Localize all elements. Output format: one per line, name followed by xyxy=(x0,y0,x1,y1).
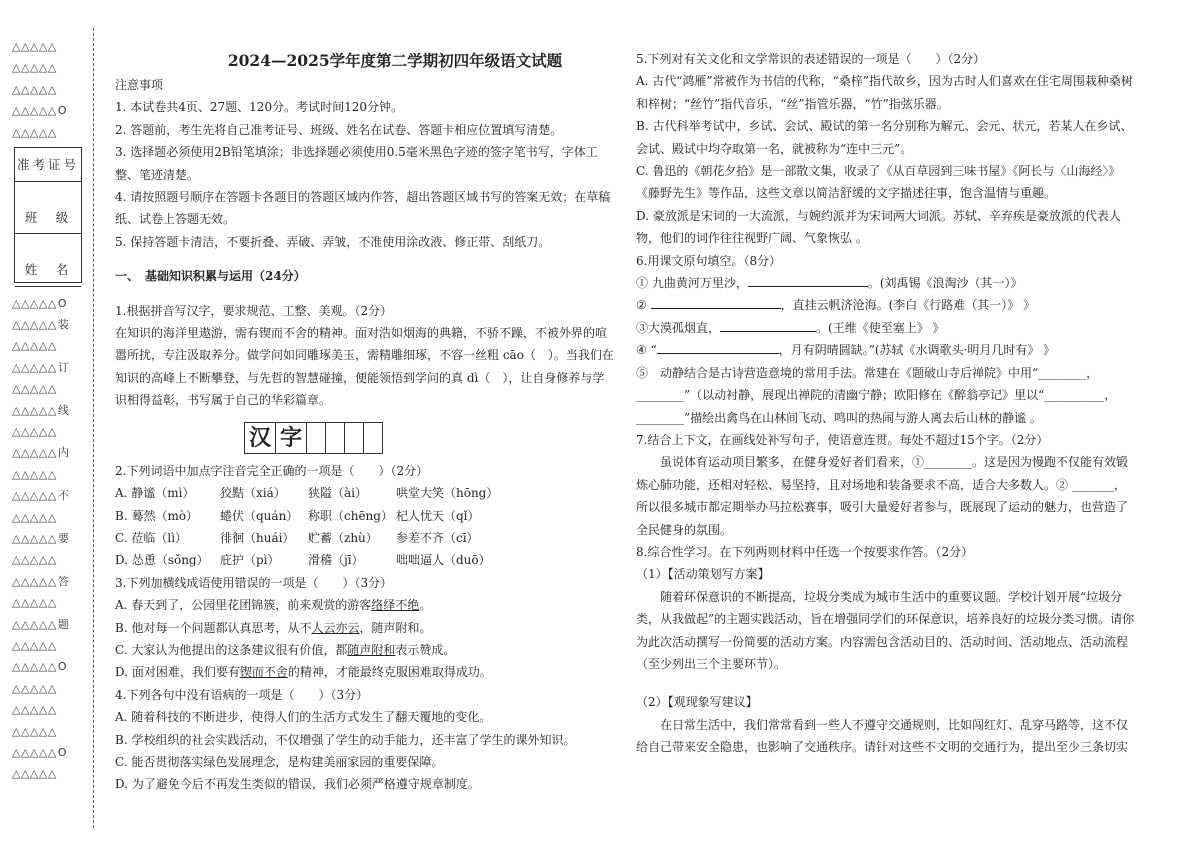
q2-option-item: 贮蓄（zhù） xyxy=(308,530,378,545)
q2-options xyxy=(115,482,615,572)
option-text: C. 大家认为他提出的这条建议很有价值，都 xyxy=(115,642,348,657)
triangle-marks: △△△△△ xyxy=(12,61,57,75)
q2-option-item: 狡黠（xiá） xyxy=(220,486,286,501)
margin-mark: 线 xyxy=(57,403,70,417)
margin-row xyxy=(12,464,90,485)
triangle-marks: △△△△△ xyxy=(12,574,57,588)
q1-heading: 1.根据拼音写汉字，要求规范、工整、美观。（2分） xyxy=(115,303,393,318)
margin-mark: 要 xyxy=(57,531,70,545)
option-text: B. 他对每一个问题都认真思考，从不 xyxy=(115,620,312,635)
name-label: 姓 名 xyxy=(15,253,81,287)
q2-option-row xyxy=(115,549,615,571)
margin-mark: O xyxy=(57,104,67,118)
item-prefix: ④ “ xyxy=(636,343,657,358)
item-suffix: 。(刘禹锡《浪淘沙（其一）》 xyxy=(867,276,1023,291)
margin-row xyxy=(12,400,90,421)
q8-2-passage: 在日常生活中，我们常常看到一些人不遵守交通规则，比如闯红灯、乱穿马路等，这不仅给自己带来安全隐患，也影响了交通秩序。请针对这些不文明的交通行为，提出至少三条切实 xyxy=(636,717,1129,755)
margin-row xyxy=(12,100,90,121)
notice-1: 1. 本试卷共4页、27题、120分。考试时间120分钟。 xyxy=(115,100,403,115)
q2-option-item: A. 静谧（mì） xyxy=(115,486,195,501)
left-column xyxy=(115,48,615,796)
margin-row xyxy=(12,314,90,335)
triangle-marks: △△△△△ xyxy=(12,382,57,396)
q6-item xyxy=(636,294,1136,316)
class-label: 班 级 xyxy=(15,201,81,235)
option-text: 。 xyxy=(419,598,432,613)
margin-mark: O xyxy=(57,745,67,759)
item-prefix: ③大漠孤烟直， xyxy=(636,320,721,335)
q4-option-b: B. 学校组织的社会实践活动，不仅增强了学生的动手能力，还丰富了学生的课外知识。 xyxy=(115,732,576,747)
answer-blank[interactable] xyxy=(651,294,781,309)
q3-option xyxy=(115,594,615,616)
q4-option-a: A. 随着科技的不断进步，使得人们的生活方式发生了翻天覆地的变化。 xyxy=(115,710,492,725)
q2-option-row xyxy=(115,482,615,504)
q5-option-a: A. 古代“鸿雁”常被作为书信的代称，“桑梓”指代故乡，因为古时人们喜欢在住宅周围栽种桑树和梓树；“丝竹”指代音乐，“丝”指管乐器，“竹”指弦乐器。 xyxy=(636,74,1133,111)
margin-row xyxy=(12,36,90,57)
q4-heading: 4.下列各句中没有语病的一项是（ ）（3分） xyxy=(115,687,369,702)
margin-row xyxy=(12,592,90,613)
answer-blank[interactable] xyxy=(720,317,816,332)
q2-option-item: 咄咄逼人（duō） xyxy=(396,553,491,568)
underlined-idiom: 人云亦云 xyxy=(311,620,360,635)
answer-blank[interactable] xyxy=(748,272,868,287)
grid-cell[interactable] xyxy=(306,422,326,454)
q2-option-item: 称职（chēng） xyxy=(308,508,393,523)
underlined-idiom: 锲而不舍 xyxy=(239,665,288,680)
margin-row xyxy=(12,335,90,356)
q6-heading: 6.用课文原句填空。（8分） xyxy=(636,253,782,268)
right-column xyxy=(636,48,1136,759)
triangle-marks: △△△△△ xyxy=(12,339,57,353)
q6-item-5: ⑤ 动静结合是古诗营造意境的常用手法。常建在《题破山寺后禅院》中用“________，________”（以动衬静，展现出禅院的清幽宁静；欧阳修在《醉翁亭记》里以“__________，________”描绘出禽鸟在山林间飞动、鸣叫的热闹与游人离去后山林的静谧 。 xyxy=(636,365,1117,425)
triangle-marks: △△△△△ xyxy=(12,553,57,567)
triangle-marks: △△△△△ xyxy=(12,489,57,503)
option-text: A. 春天到了，公园里花团锦簇，前来观赏的游客 xyxy=(115,598,372,613)
item-suffix: 。(王维《使至塞上》 》 xyxy=(816,320,945,335)
triangle-marks: △△△△△ xyxy=(12,467,57,481)
q2-option-item: 蜷伏（quán） xyxy=(220,508,299,523)
triangle-marks: △△△△△ xyxy=(12,660,57,674)
item-prefix: ① 九曲黄河万里沙， xyxy=(636,276,748,291)
exam-number-label: 准考证号 xyxy=(15,148,81,182)
q2-option-item: D. 怂恿（sǒng） xyxy=(115,553,209,568)
grid-cell[interactable] xyxy=(363,422,383,454)
margin-row xyxy=(12,721,90,742)
triangle-marks: △△△△△ xyxy=(12,617,57,631)
q2-option-item: C. 莅临（lì） xyxy=(115,530,188,545)
q5-option-b: B. 古代科举考试中，乡试、会试、殿试的第一名分别称为解元、会元、状元，若某人在乡试、会试、殿试中均夺取第一名，就被称为“连中三元”。 xyxy=(636,119,1133,156)
page-title: 2024—2025学年度第二学期初四年级语文试题 xyxy=(227,51,563,70)
grid-cell[interactable] xyxy=(344,422,364,454)
margin-row xyxy=(12,742,90,763)
q5-heading: 5.下列对有关文化和文学常识的表述错误的一项是（ ）（2分） xyxy=(636,52,986,66)
grid-cell: 汉 xyxy=(244,422,276,454)
q3-option xyxy=(115,617,615,639)
option-text: 表示赞成。 xyxy=(395,642,456,657)
q2-option-item: 哄堂大笑（hōng） xyxy=(396,486,499,501)
option-text: 的精神，才能最终克服困难取得成功。 xyxy=(287,665,492,680)
item-suffix: ，月有阴晴圆缺。”(苏轼《水调歌头·明月几时有》 》 xyxy=(778,343,1056,358)
q6-items xyxy=(636,272,1136,362)
q8-1-heading: （1）【活动策划写方案】 xyxy=(636,567,770,582)
item-suffix: ，直挂云帆济沧海。(李白《行路难（其一）》 》 xyxy=(780,298,1036,313)
triangle-marks: △△△△△ xyxy=(12,125,57,139)
notice-heading: 注意事项 xyxy=(115,78,164,92)
margin-row xyxy=(12,442,90,463)
item-prefix: ② xyxy=(636,298,651,313)
margin-row xyxy=(12,656,90,677)
triangle-marks: △△△△△ xyxy=(12,703,57,717)
triangle-marks: △△△△△ xyxy=(12,318,57,332)
grid-cell[interactable] xyxy=(325,422,345,454)
q4-option-c: C. 能否贯彻落实绿色发展理念，是构建美丽家园的重要保障。 xyxy=(115,754,444,769)
margin-row xyxy=(12,79,90,100)
underlined-idiom: 络绎不绝 xyxy=(371,598,420,613)
margin-mark: 订 xyxy=(57,360,70,374)
q5-option-d: D. 豪放派是宋词的一大流派，与婉约派并为宋词两大词派。苏轼、辛弃疾是豪放派的代表人物，他们的词作往往视野广阔、气象恢弘 。 xyxy=(636,208,1121,246)
margin-mark: 题 xyxy=(57,617,70,631)
triangle-marks: △△△△△ xyxy=(12,40,57,53)
option-text: D. 面对困难，我们要有 xyxy=(115,665,240,680)
margin-row xyxy=(12,378,90,399)
triangle-marks: △△△△△ xyxy=(12,596,57,610)
triangle-marks: △△△△△ xyxy=(12,745,57,759)
margin-row xyxy=(12,507,90,528)
option-text: ，随声附和。 xyxy=(359,620,432,635)
q3-options xyxy=(115,594,615,684)
triangle-marks: △△△△△ xyxy=(12,681,57,695)
q2-option-item: 滑稽（jī） xyxy=(308,553,364,568)
q3-heading: 3.下列加横线成语使用错误的一项是（ ）（3分） xyxy=(115,575,393,590)
binding-line xyxy=(93,28,94,828)
triangle-marks: △△△△△ xyxy=(12,425,57,439)
q8-heading: 8.综合性学习。在下列两则材料中任选一个按要求作答。（2分） xyxy=(636,544,974,559)
q7-passage: 虽说体育运动项目繁多，在健身爱好者们看来，①________。这是因为慢跑不仅能有效锻炼心肺功能，还相对轻松、易坚持，且对场地和装备要求不高，适合大多数人。② _______，所以很多城市都定期举办马拉松赛事，吸引大量爱好者参与，既展现了运动的魅力，也营造了全民健身的氛围。 xyxy=(636,455,1129,537)
q2-option-row xyxy=(115,527,615,549)
grid-cell: 字 xyxy=(275,422,307,454)
q2-option-item: 徘徊（huái） xyxy=(220,530,295,545)
notice-4: 4. 请按照题号顺序在答题卡各题目的答题区域内作答，超出答题区域书写的答案无效；在草稿纸、试卷上答题无效。 xyxy=(115,190,611,227)
notice-5: 5. 保持答题卡清洁，不要折叠、弄破、弄皱，不准使用涂改液、修正带、刮纸刀。 xyxy=(115,234,551,249)
margin-mark: 内 xyxy=(57,446,70,460)
q2-option-item: B. 蓦然（mò） xyxy=(115,508,199,523)
triangle-marks: △△△△△ xyxy=(12,296,57,310)
margin-row xyxy=(12,678,90,699)
margin-row xyxy=(12,485,90,506)
margin-row xyxy=(12,421,90,442)
margin-row xyxy=(12,635,90,656)
triangle-marks: △△△△△ xyxy=(12,767,57,781)
triangle-marks: △△△△△ xyxy=(12,510,57,524)
writing-grid[interactable] xyxy=(245,422,615,454)
triangle-marks: △△△△△ xyxy=(12,82,57,96)
margin-row xyxy=(12,763,90,784)
notice-2: 2. 答题前，考生先将自己准考证号、班级、姓名在试卷、答题卡相应位置填写清楚。 xyxy=(115,122,563,137)
q8-2-heading: （2）【观现象写建议】 xyxy=(636,695,758,710)
triangle-marks: △△△△△ xyxy=(12,638,57,652)
student-id-box xyxy=(14,147,82,283)
q6-item xyxy=(636,317,1136,339)
triangle-marks: △△△△△ xyxy=(12,104,57,118)
margin-row xyxy=(12,699,90,720)
q7-heading: 7.结合上下文，在画线处补写句子，使语意连贯。每处不超过15个字。（2分） xyxy=(636,432,1049,447)
margin-row xyxy=(12,614,90,635)
margin-mark: 不 xyxy=(57,489,70,503)
triangle-marks: △△△△△ xyxy=(12,724,57,738)
triangle-marks: △△△△△ xyxy=(12,403,57,417)
margin-mark: 装 xyxy=(57,318,70,332)
margin-row xyxy=(12,122,90,143)
underlined-idiom: 随声附和 xyxy=(347,642,396,657)
notice-3: 3. 选择题必须使用2B铅笔填涂；非选择题必须使用0.5毫米黑色字迹的签字笔书写，字体工整、笔迹清楚。 xyxy=(115,145,598,182)
q6-item xyxy=(636,272,1136,294)
q8-1-passage: 随着环保意识的不断提高，垃圾分类成为城市生活中的重要议题。学校计划开展“垃圾分类，从我做起”的主题实践活动，旨在增强同学们的环保意识，培养良好的垃圾分类习惯。请你为此次活动撰写一份简要的活动方案。内容需包含活动目的、活动时间、活动地点、活动流程（至少列出三个主要环节）。 xyxy=(636,589,1135,671)
margin-row xyxy=(12,57,90,78)
q2-option-item: 狭隘（ài） xyxy=(308,486,367,501)
q2-option-row xyxy=(115,505,615,527)
q2-heading: 2.下列词语中加点字注音完全正确的一项是（ ）（2分） xyxy=(115,463,429,478)
triangle-marks: △△△△△ xyxy=(12,531,57,545)
triangle-marks: △△△△△ xyxy=(12,360,57,374)
q2-option-item: 杞人忧天（qǐ） xyxy=(396,508,480,523)
q1-passage: 在知识的海洋里遨游，需有锲而不舍的精神。面对浩如烟海的典籍，不骄不躁，不被外界的喧嚣所扰，专注汲取养分。做学问如同雕琢美玉，需精雕细琢，不容一丝粗 cāo（ ）。当我们在知识的高峰上不断攀登，与先哲的智慧碰撞，便能领悟到学问的真 dì（ ），让自身修养与学识相得益彰，书写属于自己的华彩篇章。 xyxy=(115,326,614,408)
section-heading: 一、 基础知识积累与运用（24分） xyxy=(115,269,306,284)
margin-row xyxy=(12,357,90,378)
q2-option-item: 庇护（pì） xyxy=(220,553,280,568)
q4-option-d: D. 为了避免今后不再发生类似的错误，我们必须严格遵守规章制度。 xyxy=(115,777,480,792)
q2-option-item: 参差不齐（cī） xyxy=(396,530,479,545)
triangle-marks: △△△△△ xyxy=(12,446,57,460)
q3-option xyxy=(115,639,615,661)
q5-option-c: C. 鲁迅的《朝花夕拾》是一部散文集，收录了《从百草园到三味书屋》《阿长与〈山海经〉》《藤野先生》等作品，这些文章以简洁舒缓的文字描述往事，饱含温情与重趣。 xyxy=(636,164,1121,201)
margin-row xyxy=(12,528,90,549)
answer-blank[interactable] xyxy=(657,339,779,354)
q6-item xyxy=(636,339,1136,361)
q3-option xyxy=(115,661,615,683)
margin-mark: O xyxy=(57,296,67,310)
margin-row xyxy=(12,549,90,570)
margin-mark: O xyxy=(57,660,67,674)
margin-row xyxy=(12,571,90,592)
margin-mark: 答 xyxy=(57,574,70,588)
